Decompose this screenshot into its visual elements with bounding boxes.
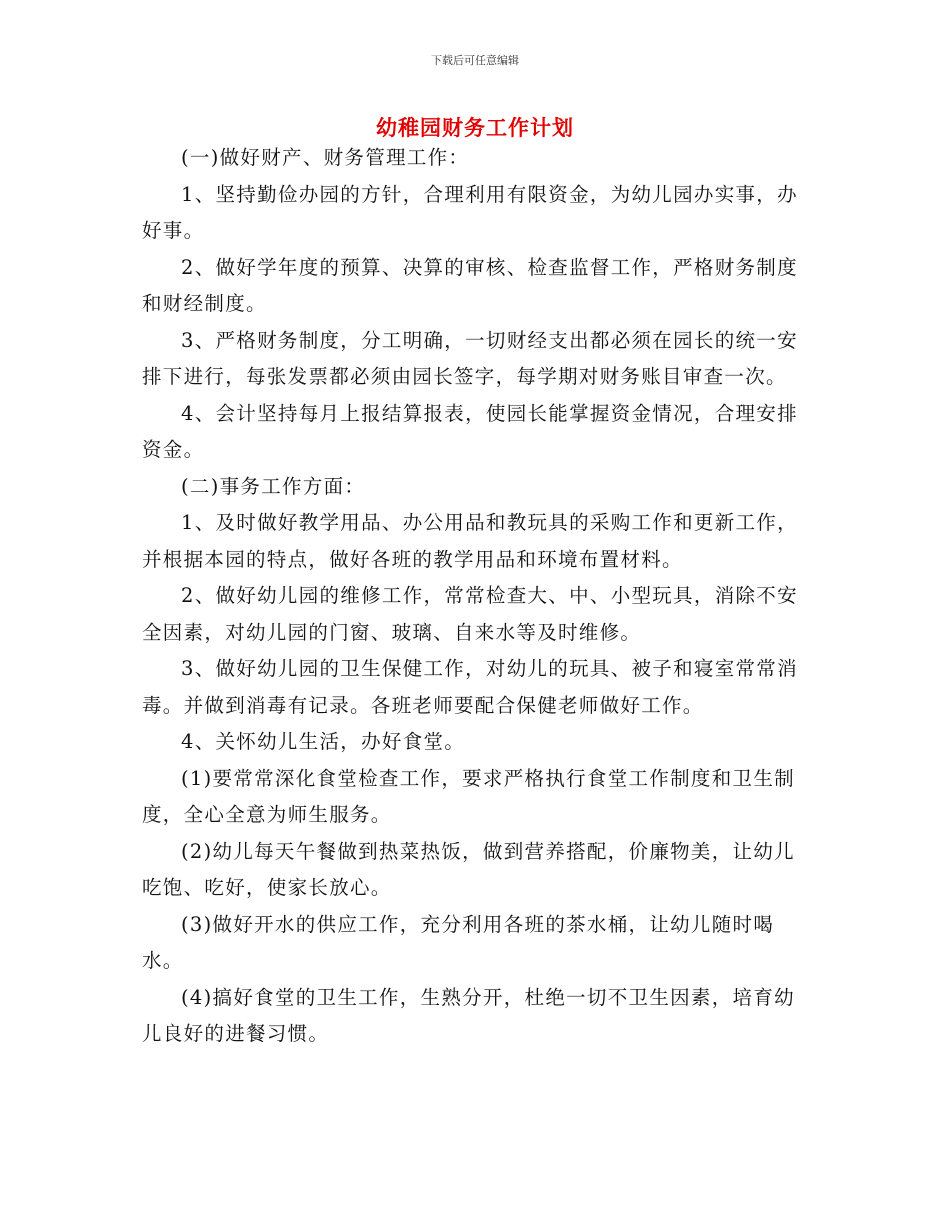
paragraph: 4、会计坚持每月上报结算报表，使园长能掌握资金情况，合理安排资金。: [142, 401, 798, 461]
paragraph: 2、做好学年度的预算、决算的审核、检查监督工作，严格财务制度和财经制度。: [142, 255, 798, 315]
paragraph: (一)做好财产、财务管理工作：: [181, 146, 470, 169]
paragraph: 3、严格财务制度，分工明确，一切财经支出都必须在园长的统一安排下进行，每张发票都必须由园长签字，每学期对财务账目审查一次。: [142, 328, 798, 388]
paragraph: 2、做好幼儿园的维修工作，常常检查大、中、小型玩具，消除不安全因素，对幼儿园的门窗、玻璃、自来水等及时维修。: [142, 584, 798, 644]
paragraph: (1)要常常深化食堂检查工作，要求严格执行食堂工作制度和卫生制度，全心全意为师生服务。: [142, 766, 795, 826]
paragraph: (二)事务工作方面：: [181, 474, 366, 498]
paragraph: 1、坚持勤俭办园的方针，合理利用有限资金，为幼儿园办实事，办好事。: [142, 182, 798, 242]
paragraph: 4、关怀幼儿生活，办好食堂。: [181, 730, 466, 753]
paragraph: (4)搞好食堂的卫生工作，生熟分开，杜绝一切不卫生因素，培育幼儿良好的进餐习惯。: [142, 985, 795, 1045]
paragraph: 3、做好幼儿园的卫生保健工作，对幼儿的玩具、被子和寝室常常消毒。并做到消毒有记录。各班老师要配合保健老师做好工作。: [142, 657, 798, 717]
paragraph: 1、及时做好教学用品、办公用品和教玩具的采购工作和更新工作，并根据本园的特点，做好各班的教学用品和环境布置材料。: [142, 511, 798, 571]
document-title: 幼稚园财务工作计划: [376, 115, 574, 140]
paragraph: (3)做好开水的供应工作，充分利用各班的茶水桶，让幼儿随时喝水。: [142, 912, 775, 972]
header-note: 下载后可任意编辑: [431, 54, 519, 67]
paragraph: (2)幼儿每天午餐做到热菜热饭，做到营养搭配，价廉物美，让幼儿吃饱、吃好，使家长放心。: [142, 839, 795, 899]
document-body: [142, 140, 814, 1053]
